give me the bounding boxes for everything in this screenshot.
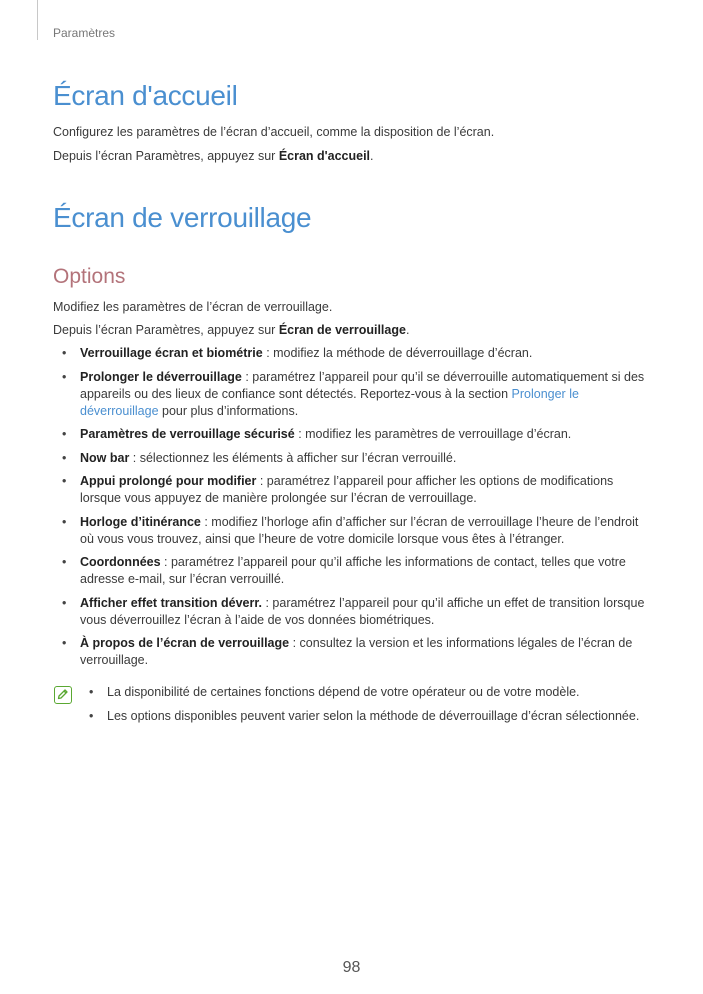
cross-reference-link[interactable]: Prolonger le déverrouillage [80, 386, 579, 418]
item-text: : paramétrez l’appareil pour qu’il affiche les informations de contact, telles que votre adresse e-mail, sur l’écran verrouillé. [80, 555, 626, 586]
notes-list [80, 684, 670, 732]
path-suffix: . [405, 323, 410, 337]
path-prefix: Depuis l’écran Paramètres, appuyez sur [53, 149, 279, 163]
list-item [53, 554, 653, 588]
item-term: Coordonnées [80, 555, 161, 569]
item-term: Now bar [80, 450, 130, 465]
path-suffix: . [370, 149, 374, 163]
page-number: 98 [342, 959, 361, 976]
item-term: Paramètres de verrouillage sécurisé [80, 427, 295, 441]
lock-screen-description: Modifiez les paramètres de l’écran de verrouillage. [53, 300, 333, 314]
home-screen-description: Configurez les paramètres de l’écran d’accueil, comme la disposition de l’écran. [53, 125, 495, 139]
list-item [53, 426, 653, 443]
list-item [53, 514, 653, 548]
list-item [53, 473, 653, 507]
running-header: Paramètres [53, 26, 116, 40]
item-term: Appui prolongé pour modifier [80, 474, 257, 488]
list-item [53, 369, 653, 420]
pencil-glyph [55, 687, 70, 702]
item-text: : consultez la version et les informations légales de l’écran de verrouillage. [80, 636, 633, 667]
side-rule [37, 0, 38, 40]
item-text: : modifiez la méthode de déverrouillage d’écran. [262, 346, 533, 360]
item-term: Horloge d’itinérance [80, 514, 201, 529]
note-item: • Les options disponibles peuvent varier selon la méthode de déverrouillage d’écran sélectionnée. [80, 708, 670, 725]
item-term: Afficher effet transition déverr. [80, 595, 262, 610]
list-item [53, 595, 653, 629]
list-item [53, 345, 653, 362]
item-text: : modifiez les paramètres de verrouillage d’écran. [294, 427, 572, 441]
path-bold: Écran de verrouillage [278, 323, 406, 337]
lock-screen-title: Écran de verrouillage [53, 202, 312, 233]
path-prefix: Depuis l’écran Paramètres, appuyez sur [53, 323, 279, 337]
note-pencil-icon [54, 686, 72, 704]
item-term: À propos de l’écran de verrouillage [80, 636, 290, 650]
item-term: Verrouillage écran et biométrie [80, 346, 263, 360]
options-list [53, 345, 653, 676]
item-term: Prolonger le déverrouillage [80, 369, 242, 384]
item-text: : modifiez l’horloge afin d’afficher sur l’écran de verrouillage l’heure de l’endroit où vous vous trouvez, ainsi que l’heure de votre domicile lorsque vous êtes à l’étranger. [80, 514, 639, 546]
item-text: : paramétrez l’appareil pour afficher les options de modifications lorsque vous appuyez de manière prolongée sur l’écran de verrouillage. [80, 474, 614, 505]
options-title: Options [53, 265, 126, 288]
note-item: • La disponibilité de certaines fonctions dépend de votre opérateur ou de votre modèle. [80, 684, 670, 701]
item-text: : paramétrez l’appareil pour qu’il affiche un effet de transition lorsque vous déverrouillez l’écran à l’aide de vos données biométriques. [80, 595, 645, 627]
list-item [53, 635, 653, 669]
home-screen-title: Écran d'accueil [53, 80, 238, 111]
list-item [53, 450, 653, 467]
item-tail: pour plus d’informations. [158, 403, 299, 418]
home-screen-path [53, 148, 374, 165]
item-text: : paramétrez l’appareil pour qu’il se déverrouille automatiquement si des appareils ou des lieux de confiance sont détectés. Reportez-vous à la section [80, 369, 645, 401]
lock-screen-path [53, 322, 409, 339]
item-text: : sélectionnez les éléments à afficher sur l’écran verrouillé. [129, 450, 457, 465]
path-bold: Écran d'accueil [278, 149, 371, 163]
